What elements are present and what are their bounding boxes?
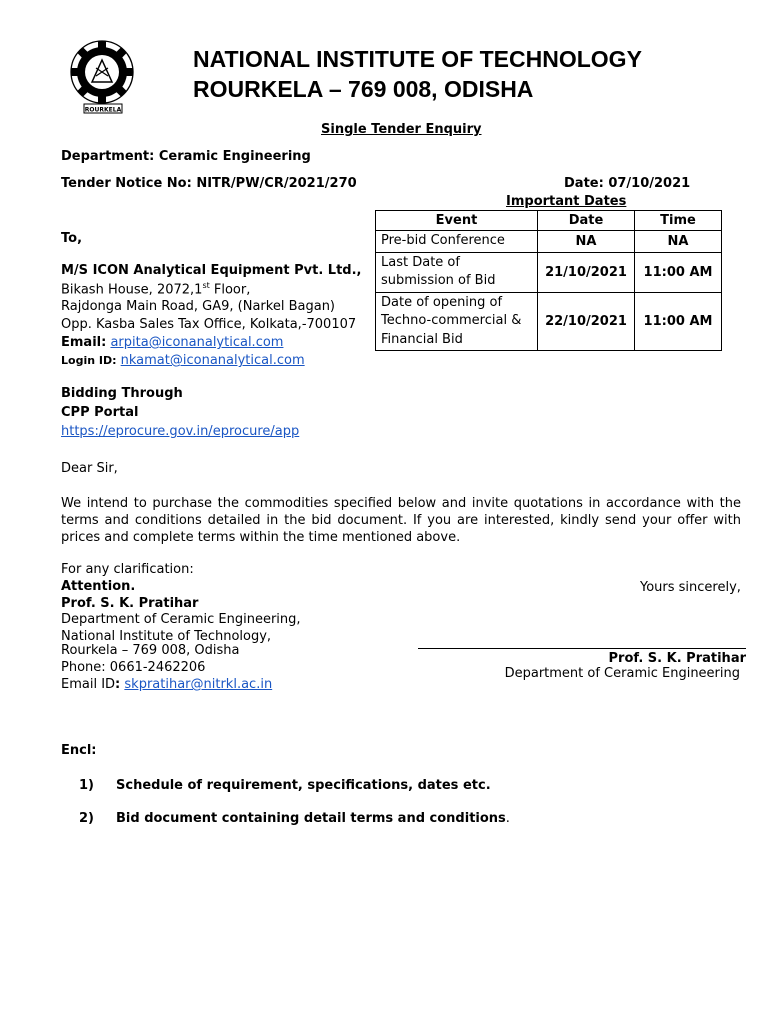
portal-url-link[interactable]: https://eprocure.gov.in/eprocure/app bbox=[61, 424, 300, 439]
enclosure-item bbox=[116, 778, 491, 793]
enclosure-tail: . bbox=[505, 811, 510, 826]
time-cell: 11:00 AM bbox=[635, 292, 722, 351]
recipient-address-line3: Opp. Kasba Sales Tax Office, Kolkata,-700107 bbox=[61, 317, 357, 332]
event-text: submission of Bid bbox=[381, 273, 496, 288]
address-superscript: st bbox=[202, 281, 210, 290]
important-dates-table bbox=[375, 210, 722, 351]
attention-label: Attention. bbox=[61, 579, 136, 594]
contact-email-line bbox=[61, 677, 272, 692]
column-header-event: Event bbox=[376, 211, 538, 231]
to-label: To, bbox=[61, 231, 83, 246]
date-cell: 22/10/2021 bbox=[538, 292, 635, 351]
signature-line bbox=[418, 648, 746, 649]
recipient-email-link[interactable]: arpita@iconanalytical.com bbox=[110, 335, 284, 350]
tender-notice-number: Tender Notice No: NITR/PW/CR/2021/270 bbox=[61, 176, 357, 191]
email-colon: : bbox=[115, 677, 121, 692]
table-row bbox=[376, 292, 722, 351]
logo-text: ROURKELA bbox=[84, 106, 122, 114]
contact-city: Rourkela – 769 008, Odisha bbox=[61, 643, 240, 658]
contact-department: Department of Ceramic Engineering, bbox=[61, 612, 301, 627]
salutation: Dear Sir, bbox=[61, 461, 118, 476]
time-cell: 11:00 AM bbox=[635, 252, 722, 292]
login-label: Login ID: bbox=[61, 354, 117, 367]
enclosures-label: Encl: bbox=[61, 743, 97, 758]
table-row bbox=[376, 252, 722, 292]
address-text: Bikash House, 2072,1 bbox=[61, 282, 203, 298]
column-header-time: Time bbox=[635, 211, 722, 231]
event-cell bbox=[376, 231, 538, 253]
recipient-address-line1 bbox=[61, 281, 250, 297]
recipient-login-line bbox=[61, 353, 305, 368]
institute-address: ROURKELA – 769 008, ODISHA bbox=[193, 76, 534, 102]
recipient-email-line bbox=[61, 335, 283, 350]
contact-name: Prof. S. K. Pratihar bbox=[61, 596, 199, 611]
document-date: Date: 07/10/2021 bbox=[564, 176, 691, 191]
document-heading: Single Tender Enquiry bbox=[321, 122, 482, 137]
institute-logo-icon bbox=[66, 36, 162, 114]
signatory-department: Department of Ceramic Engineering bbox=[504, 666, 740, 681]
enclosure-item bbox=[116, 811, 510, 826]
column-header-date: Date bbox=[538, 211, 635, 231]
event-cell bbox=[376, 292, 538, 351]
bidding-through: Bidding Through bbox=[61, 386, 183, 401]
event-text: Date of opening of bbox=[381, 294, 503, 310]
recipient-login-link[interactable]: nkamat@iconanalytical.com bbox=[120, 353, 305, 368]
date-cell: NA bbox=[538, 231, 635, 253]
clarification-intro: For any clarification: bbox=[61, 562, 194, 577]
signatory-name: Prof. S. K. Pratihar bbox=[608, 651, 746, 666]
time-cell: NA bbox=[635, 231, 722, 253]
event-text: Financial Bid bbox=[381, 331, 463, 347]
table-row bbox=[376, 231, 722, 253]
table-header-row bbox=[376, 211, 722, 231]
enclosure-number: 2) bbox=[79, 811, 94, 826]
event-text: Techno-commercial & bbox=[381, 313, 522, 328]
enclosure-text: Bid document containing detail terms and conditions bbox=[116, 811, 506, 826]
department-line: Department: Ceramic Engineering bbox=[61, 149, 311, 164]
date-cell: 21/10/2021 bbox=[538, 252, 635, 292]
event-cell bbox=[376, 252, 538, 292]
event-text: Last Date of bbox=[381, 254, 460, 270]
email-label: Email ID bbox=[61, 677, 116, 692]
body-paragraph: We intend to purchase the commodities specified below and invite quotations in accordance with the terms and conditions detailed in the bid document. If you are interested, kindly send your offer with prices and complete terms within the time mentioned above. bbox=[61, 496, 741, 545]
contact-phone: Phone: 0661-2462206 bbox=[61, 660, 206, 675]
enclosure-text: Schedule of requirement, specifications, dates etc. bbox=[116, 778, 491, 793]
recipient-company: M/S ICON Analytical Equipment Pvt. Ltd., bbox=[61, 263, 362, 278]
contact-institute: National Institute of Technology, bbox=[61, 629, 272, 644]
contact-email-link[interactable]: skpratihar@nitrkl.ac.in bbox=[124, 677, 273, 692]
enclosure-number: 1) bbox=[79, 778, 94, 793]
important-dates-caption: Important Dates bbox=[506, 194, 627, 209]
closing: Yours sincerely, bbox=[640, 580, 741, 595]
recipient-address-line2: Rajdonga Main Road, GA9, (Narkel Bagan) bbox=[61, 299, 336, 314]
email-label: Email: bbox=[61, 335, 107, 350]
address-text: Floor, bbox=[209, 282, 251, 298]
event-text: Pre-bid Conference bbox=[381, 233, 505, 248]
institute-name: NATIONAL INSTITUTE OF TECHNOLOGY bbox=[193, 46, 642, 72]
cpp-portal: CPP Portal bbox=[61, 405, 139, 420]
